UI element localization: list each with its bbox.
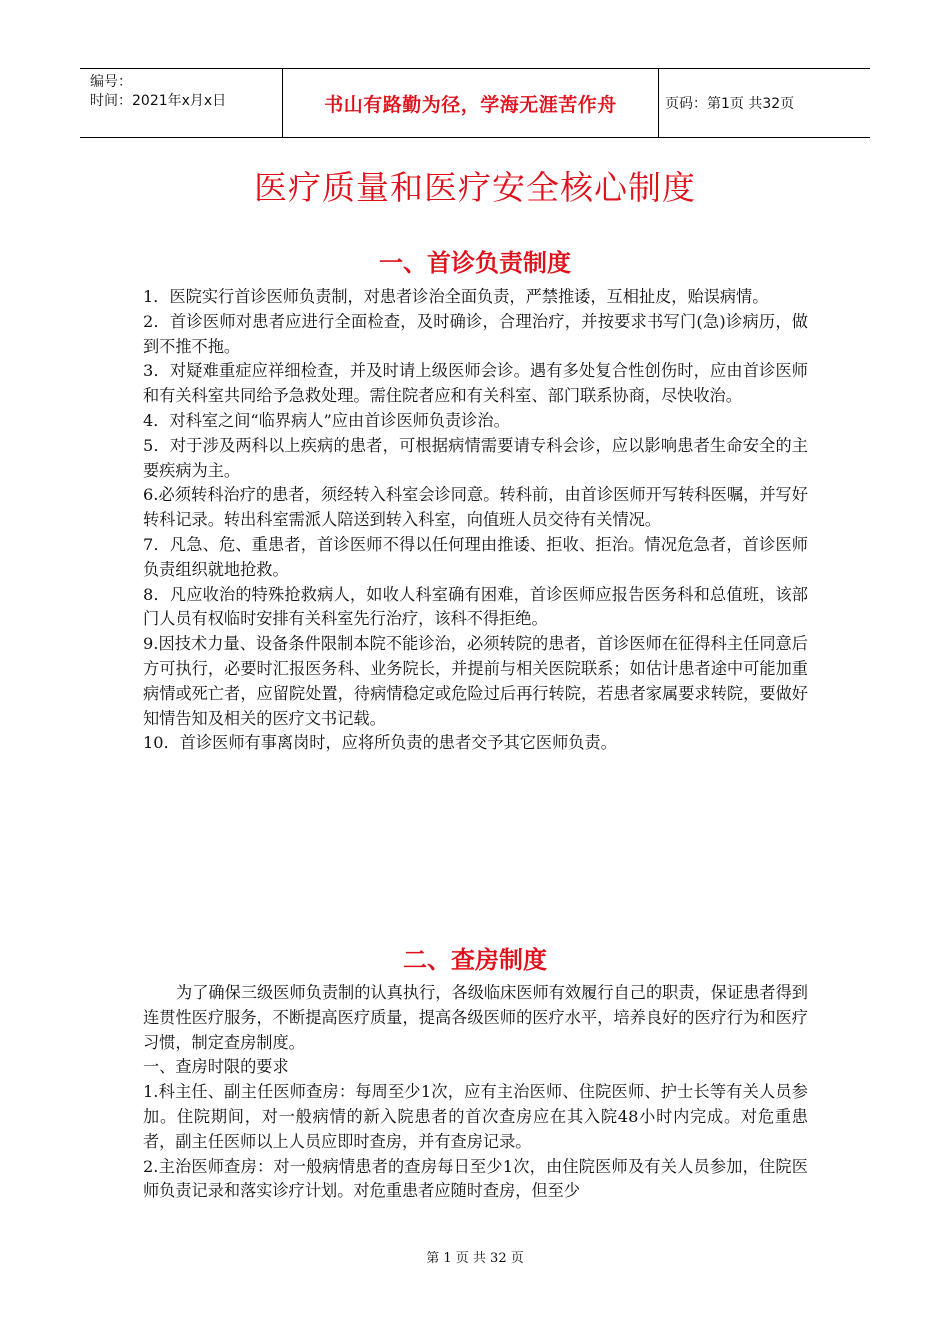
section2-subheading: 一、查房时限的要求: [143, 1057, 289, 1077]
section1-paragraph: 9.因技术力量、设备条件限制本院不能诊治，必须转院的患者，首诊医师在征得科主任同意后方可执行，必要时汇报医务科、业务院长，并提前与相关医院联系；如估计患者途中可能加重病情或死亡者，应留院处置，待病情稳定或危险过后再行转院，若患者家属要求转院，要做好知情告知及相关的医疗文书记载。: [143, 634, 808, 728]
section1-paragraph: 7．凡急、危、重患者，首诊医师不得以任何理由推诿、拒收、拒治。情况危急者，首诊医师负责组织就地抢救。: [143, 534, 808, 579]
section1-paragraph: 2．首诊医师对患者应进行全面检查，及时确诊，合理治疗，并按要求书写门(急)诊病历，做到不推不拖。: [143, 311, 808, 356]
section1-paragraph: 8．凡应收治的特殊抢救病人，如收人科室确有困难，首诊医师应报告医务科和总值班，该部门人员有权临时安排有关科室先行治疗，该科不得拒绝。: [143, 584, 808, 629]
section1-title: 一、首诊负责制度: [379, 249, 571, 277]
section1-paragraph: 10．首诊医师有事离岗时，应将所负责的患者交予其它医师负责。: [143, 733, 617, 753]
header-meta: [80, 69, 282, 137]
section1-paragraph: 3．对疑难重症应祥细检查，并及时请上级医师会诊。遇有多处复合性创伤时，应由首诊医师和有关科室共同给予急救处理。需住院者应和有关科室、部门联系协商，尽快收治。: [143, 361, 808, 406]
section2-paragraph: 2.主治医师查房：对一般病情患者的查房每日至少1次，由住院医师及有关人员参加，住院医师负责记录和落实诊疗计划。对危重患者应随时查房，但至少: [143, 1156, 808, 1201]
section1-body: [143, 285, 808, 756]
number-label: 编号：: [90, 74, 132, 90]
header-motto: 书山有路勤为径，学海无涯苦作舟: [282, 69, 659, 137]
section1-paragraph: 4．对科室之间“临界病人”应由首诊医师负责诊治。: [143, 410, 510, 430]
section2-paragraph: 1.科主任、副主任医师查房：每周至少1次，应有主治医师、住院医师、护士长等有关人员参加。住院期间，对一般病情的新入院患者的首次查房应在其入院48小时内完成。对危重患者，副主任医师以上人员应即时查房，并有查房记录。: [143, 1082, 808, 1151]
page-header: [80, 68, 870, 138]
section1-paragraph: 1．医院实行首诊医师负责制，对患者诊治全面负责，严禁推诿，互相扯皮，贻误病情。: [143, 287, 769, 306]
section2-body: [143, 981, 808, 1204]
header-page-info: 页码：第1页 共32页: [665, 96, 795, 112]
document-title: 医疗质量和医疗安全核心制度: [254, 168, 696, 207]
section2-title: 二、查房制度: [403, 946, 547, 974]
section1-paragraph: 5．对于涉及两科以上疾病的患者，可根据病情需要请专科会诊，应以影响患者生命安全的主要疾病为主。: [143, 435, 808, 480]
section1-paragraph: 6.必须转科治疗的患者，须经转入科室会诊同意。转科前，由首诊医师开写转科医嘱，并写好转科记录。转出科室需派人陪送到转入科室，向值班人员交待有关情况。: [143, 485, 808, 530]
section2-intro: 为了确保三级医师负责制的认真执行，各级临床医师有效履行自己的职责，保证患者得到连贯性医疗服务，不断提高医疗质量，提高各级医师的医疗水平，培养良好的医疗行为和医疗习惯，制定查房制度。: [143, 983, 808, 1052]
time-label: 时间：2021年x月x日: [90, 93, 227, 109]
page-footer: 第 1 页 共 32 页: [426, 1251, 524, 1266]
